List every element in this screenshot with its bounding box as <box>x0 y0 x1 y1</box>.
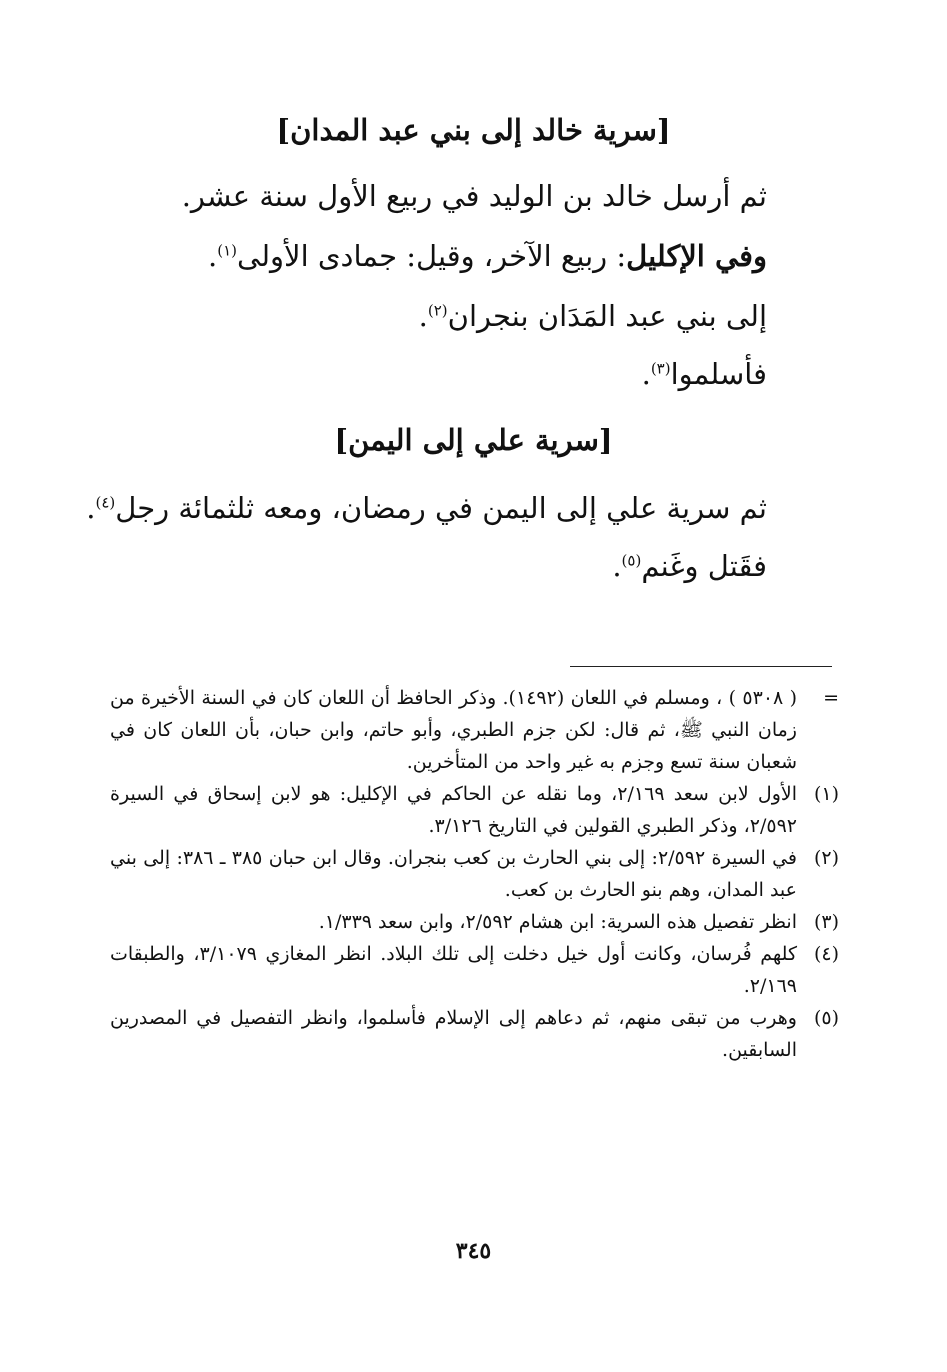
body-line <box>86 488 767 528</box>
footnote-5 <box>110 1002 839 1066</box>
footnote-text: ( ٥٣٠٨ ) ، ومسلم في اللعان (١٤٩٢). وذكر الحافظ أن اللعان كان في السنة الأخيرة من زمان النبي ﷺ، ثم قال: لكن جزم الطبري، وأبو حاتم، وابن حبان، بأن اللعان كان في شعبان سنة تسع وجزم به غير واحد من المتأخرين. <box>110 687 798 773</box>
period: . <box>208 239 218 273</box>
footnote-continued <box>110 682 839 778</box>
section-heading-ali: [سرية علي إلى اليمن] <box>334 423 613 457</box>
footnote-marker: (٥) <box>813 1007 839 1029</box>
footnote-2 <box>110 842 839 906</box>
source-name: وفي الإكليل <box>626 239 767 273</box>
line-text: ثم سرية علي إلى اليمن في رمضان، ومعه ثلثمائة رجل <box>115 491 767 525</box>
footnote-text: انظر تفصيل هذه السرية: ابن هشام ٢/٥٩٢، وابن سعد ١/٣٣٩. <box>318 911 797 933</box>
line-text: ثم أرسل خالد بن الوليد في ربيع الأول سنة عشر. <box>181 179 767 213</box>
period: . <box>641 357 651 391</box>
footnote-marker: (٤) <box>813 943 839 965</box>
line-text: إلى بني عبد المَدَان بنجران <box>447 299 767 333</box>
body-line <box>100 176 767 216</box>
footnote-marker: = <box>823 687 839 709</box>
period: . <box>612 549 622 583</box>
line-text: فقَتل وغَنم <box>641 549 767 583</box>
line-text: فأسلموا <box>670 357 767 391</box>
section-heading-khalid: [سرية خالد إلى بني عبد المدان] <box>276 113 671 147</box>
body-line <box>100 354 767 394</box>
footnote-text: كلهم فُرسان، وكانت أول خيل دخلت إلى تلك البلاد. انظر المغازي ٣/١٠٧٩، والطبقات ٢/١٦٩. <box>110 943 798 997</box>
body-line <box>100 546 767 586</box>
footnote-marker: (٢) <box>813 847 839 869</box>
footnote-ref[interactable]: (٣) <box>650 359 671 378</box>
page-number: ٣٤٥ <box>455 1238 492 1264</box>
body-line <box>100 236 767 276</box>
footnote-text: في السيرة ٢/٥٩٢: إلى بني الحارث بن كعب بنجران. وقال ابن حبان ٣٨٥ ـ ٣٨٦: إلى بني عبد المدان، وهم بنو الحارث بن كعب. <box>110 847 797 901</box>
footnotes <box>110 682 839 1066</box>
body-line <box>100 296 767 336</box>
footnote-3 <box>110 906 839 938</box>
footnote-text: الأول لابن سعد ٢/١٦٩، وما نقله عن الحاكم في الإكليل: هو لابن إسحاق في السيرة ٢/٥٩٢، وذكر الطبري القولين في التاريخ ٣/١٢٦. <box>110 783 797 837</box>
line-text: : ربيع الآخر، وقيل: جمادى الأولى <box>237 239 627 273</box>
footnote-marker: (٣) <box>813 911 839 933</box>
period: . <box>418 299 428 333</box>
footnote-marker: (١) <box>813 783 839 805</box>
footnote-ref[interactable]: (٤) <box>95 493 116 512</box>
footnote-ref[interactable]: (٢) <box>427 301 448 320</box>
footnote-ref[interactable]: (١) <box>217 241 238 260</box>
footnote-ref[interactable]: (٥) <box>621 551 642 570</box>
period: . <box>86 491 96 525</box>
footnote-separator <box>570 666 832 667</box>
footnote-4 <box>110 938 839 1002</box>
footnote-1 <box>110 778 839 842</box>
footnote-text: وهرب من تبقى منهم، ثم دعاهم إلى الإسلام فأسلموا، وانظر التفصيل في المصدرين السابقين. <box>110 1007 797 1061</box>
